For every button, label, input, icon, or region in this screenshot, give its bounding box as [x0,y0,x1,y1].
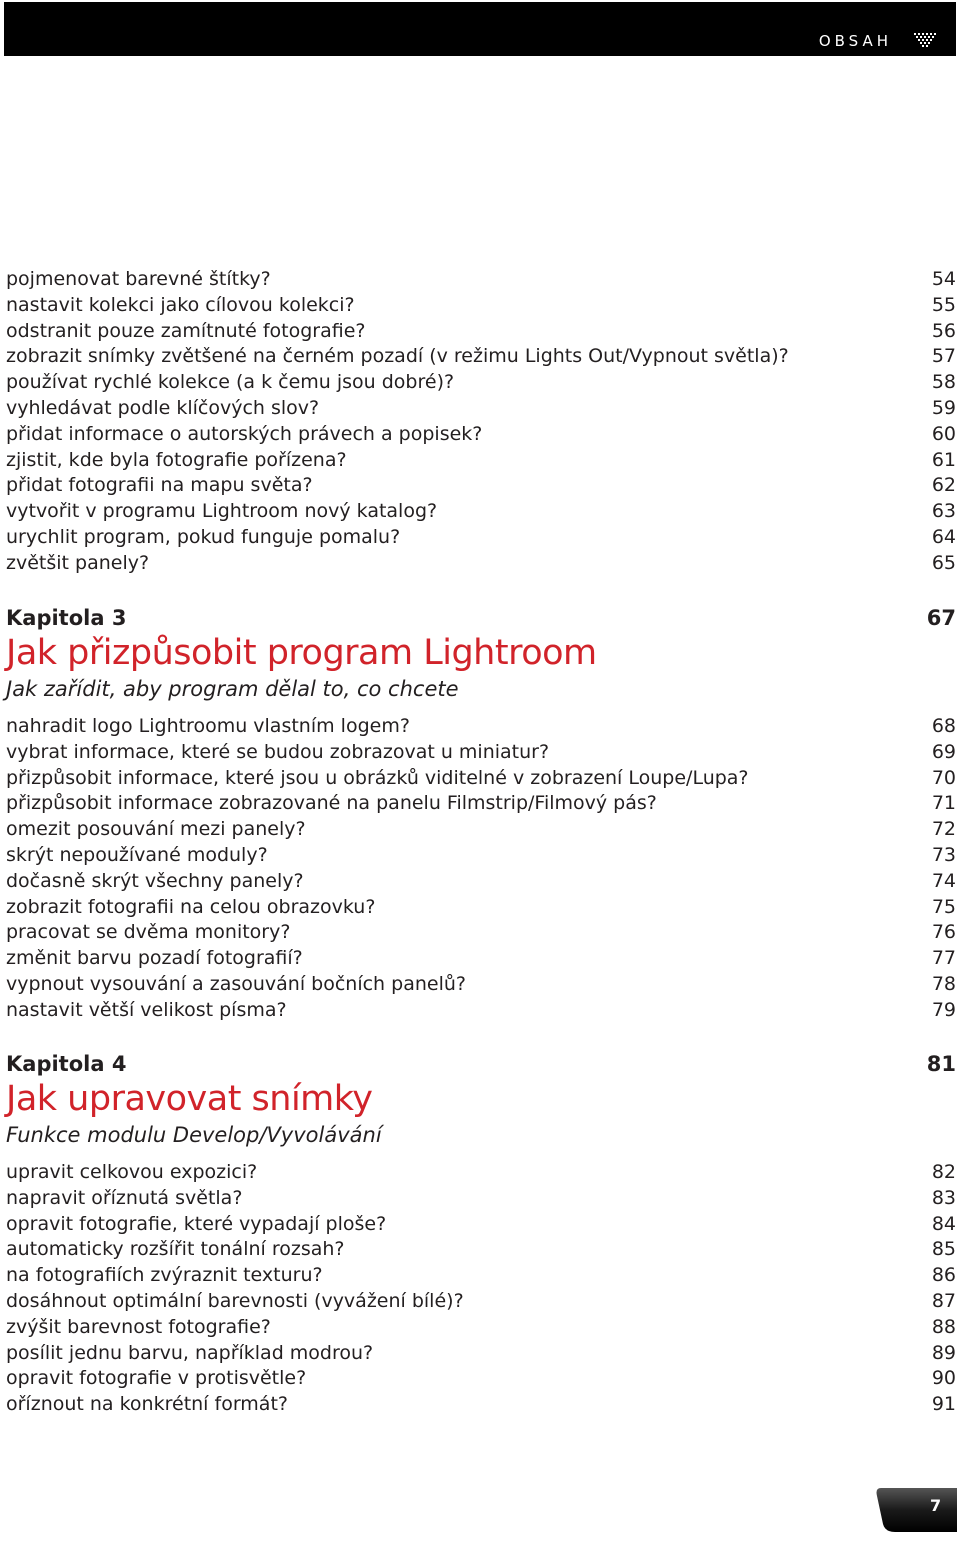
toc-entry[interactable] [6,791,956,817]
toc-entry-label: napravit oříznutá světla? [6,1186,243,1209]
toc-list-chapter-3 [6,714,956,1024]
toc-entry-page: 55 [931,293,956,316]
toc-entry-page: 90 [931,1367,956,1390]
toc-entry-page: 87 [931,1289,956,1312]
toc-entry[interactable] [6,714,956,740]
toc-entry-label: dočasně skrýt všechny panely? [6,869,304,892]
toc-entry[interactable] [6,370,956,396]
toc-entry-page: 62 [931,474,956,497]
toc-entry-label: dosáhnout optimální barevnosti (vyvážení bílé)? [6,1289,464,1312]
toc-entry-label: automaticky rozšířit tonální rozsah? [6,1238,345,1261]
toc-entry-page: 57 [931,345,956,368]
toc-entry[interactable] [6,766,956,792]
toc-entry-page: 74 [931,869,956,892]
chapter-3-heading: Kapitola 3 [6,606,127,630]
toc-entry-label: zobrazit snímky zvětšené na černém pozadí (v režimu Lights Out/Vypnout světla)? [6,345,789,368]
toc-entry[interactable] [6,998,956,1024]
toc-entry-page: 61 [931,448,956,471]
toc-entry-label: opravit fotografie v protisvětle? [6,1367,307,1390]
wave-pattern-icon [914,33,936,47]
toc-entry[interactable] [6,525,956,551]
toc-entry[interactable] [6,319,956,345]
toc-entry-page: 60 [931,422,956,445]
toc-entry-page: 73 [931,843,956,866]
toc-entry-label: vytvořit v programu Lightroom nový katalog? [6,500,438,523]
toc-entry[interactable] [6,1186,956,1212]
toc-entry-page: 89 [931,1341,956,1364]
chapter-3-subtitle: Jak zařídit, aby program dělal to, co chcete [6,677,459,701]
toc-entry-page: 76 [931,921,956,944]
toc-entry[interactable] [6,740,956,766]
toc-entry[interactable] [6,1341,956,1367]
toc-entry[interactable] [6,895,956,921]
toc-entry-page: 69 [931,740,956,763]
toc-entry-label: odstranit pouze zamítnuté fotografie? [6,319,366,342]
toc-entry[interactable] [6,396,956,422]
toc-entry-label: používat rychlé kolekce (a k čemu jsou dobré)? [6,371,455,394]
toc-entry-page: 65 [931,551,956,574]
toc-entry-page: 54 [931,268,956,290]
chapter-4-heading-row[interactable] [6,1050,956,1078]
chapter-4-block [6,1050,956,1418]
toc-entry[interactable] [6,1212,956,1238]
toc-entry-page: 64 [931,525,956,548]
toc-entry-label: pojmenovat barevné štítky? [6,268,271,290]
toc-entry[interactable] [6,1289,956,1315]
toc-entry[interactable] [6,473,956,499]
toc-entry-page: 91 [931,1393,956,1416]
toc-list-chapter-4 [6,1160,956,1418]
toc-entry[interactable] [6,1366,956,1392]
chapter-4-heading: Kapitola 4 [6,1052,127,1076]
toc-entry-page: 63 [931,500,956,523]
chapter-3-page: 67 [926,606,956,630]
header-title: OBSAH [818,32,892,50]
toc-entry[interactable] [6,972,956,998]
toc-entry-label: zvýšit barevnost fotografie? [6,1315,271,1338]
toc-entry-page: 85 [931,1238,956,1261]
toc-entry-label: oříznout na konkrétní formát? [6,1393,288,1416]
header-bar [4,2,956,56]
toc-entry-label: vybrat informace, které se budou zobrazovat u miniatur? [6,740,550,763]
toc-entry-page: 78 [931,972,956,995]
toc-entry-page: 83 [931,1186,956,1209]
toc-entry-page: 77 [931,947,956,970]
toc-entry[interactable] [6,869,956,895]
toc-entry-page: 86 [931,1264,956,1287]
toc-entry[interactable] [6,817,956,843]
toc-entry-page: 59 [931,396,956,419]
toc-entry[interactable] [6,946,956,972]
toc-entry-label: přidat fotografii na mapu světa? [6,474,313,497]
toc-entry-label: posílit jednu barvu, například modrou? [6,1341,374,1364]
toc-entry[interactable] [6,920,956,946]
toc-entry-page: 68 [931,715,956,737]
toc-entry-label: upravit celkovou expozici? [6,1161,258,1183]
toc-entry-label: skrýt nepoužívané moduly? [6,843,268,866]
toc-entry-page: 71 [931,792,956,815]
chapter-3-heading-row[interactable] [6,604,956,632]
toc-entry[interactable] [6,551,956,577]
chapter-4-title: Jak upravovat snímky [6,1079,373,1119]
chapter-4-subtitle: Funkce modulu Develop/Vyvolávání [6,1123,382,1147]
toc-entry[interactable] [6,1392,956,1418]
toc-entry[interactable] [6,1315,956,1341]
toc-entry-label: vyhledávat podle klíčových slov? [6,396,320,419]
toc-entry-label: nastavit větší velikost písma? [6,998,287,1021]
toc-entry[interactable] [6,448,956,474]
toc-entry-label: omezit posouvání mezi panely? [6,818,306,841]
toc-entry-label: vypnout vysouvání a zasouvání bočních panelů? [6,972,466,995]
toc-entry[interactable] [6,1237,956,1263]
toc-entry[interactable] [6,267,956,293]
toc-entry-label: přidat informace o autorských právech a popisek? [6,422,483,445]
toc-entry[interactable] [6,1263,956,1289]
toc-entry-page: 56 [931,319,956,342]
toc-entry-label: nastavit kolekci jako cílovou kolekci? [6,293,355,316]
toc-entry-label: přizpůsobit informace zobrazované na panelu Filmstrip/Filmový pás? [6,792,657,815]
toc-entry-label: přizpůsobit informace, které jsou u obrázků viditelné v zobrazení Loupe/Lupa? [6,766,749,789]
toc-entry[interactable] [6,499,956,525]
toc-entry-page: 70 [931,766,956,789]
toc-entry-label: zobrazit fotografii na celou obrazovku? [6,895,376,918]
toc-entry-page: 58 [931,371,956,394]
chapter-3-title: Jak přizpůsobit program Lightroom [6,633,597,673]
toc-entry-label: změnit barvu pozadí fotografií? [6,947,303,970]
toc-entry-page: 72 [931,818,956,841]
toc-entry-page: 88 [931,1315,956,1338]
toc-entry[interactable] [6,293,956,319]
toc-entry[interactable] [6,344,956,370]
toc-entry-page: 75 [931,895,956,918]
chapter-4-page: 81 [926,1052,956,1076]
toc-entry-label: opravit fotografie, které vypadají ploše? [6,1212,387,1235]
toc-entry[interactable] [6,843,956,869]
toc-entry-page: 84 [931,1212,956,1235]
toc-continuation [6,267,956,577]
toc-entry-label: urychlit program, pokud funguje pomalu? [6,525,401,548]
page-number-badge [873,1484,957,1534]
page-number: 7 [930,1496,942,1515]
toc-entry-label: pracovat se dvěma monitory? [6,921,291,944]
toc-entry-label: zjistit, kde byla fotografie pořízena? [6,448,347,471]
toc-entry-page: 82 [931,1161,956,1183]
toc-list-top [6,267,956,577]
toc-entry-label: zvětšit panely? [6,551,150,574]
toc-entry[interactable] [6,422,956,448]
toc-entry[interactable] [6,1160,956,1186]
toc-entry-label: nahradit logo Lightroomu vlastním logem? [6,715,410,737]
toc-entry-label: na fotografiích zvýraznit texturu? [6,1264,323,1287]
chapter-3-block [6,604,956,1024]
toc-entry-page: 79 [931,998,956,1021]
